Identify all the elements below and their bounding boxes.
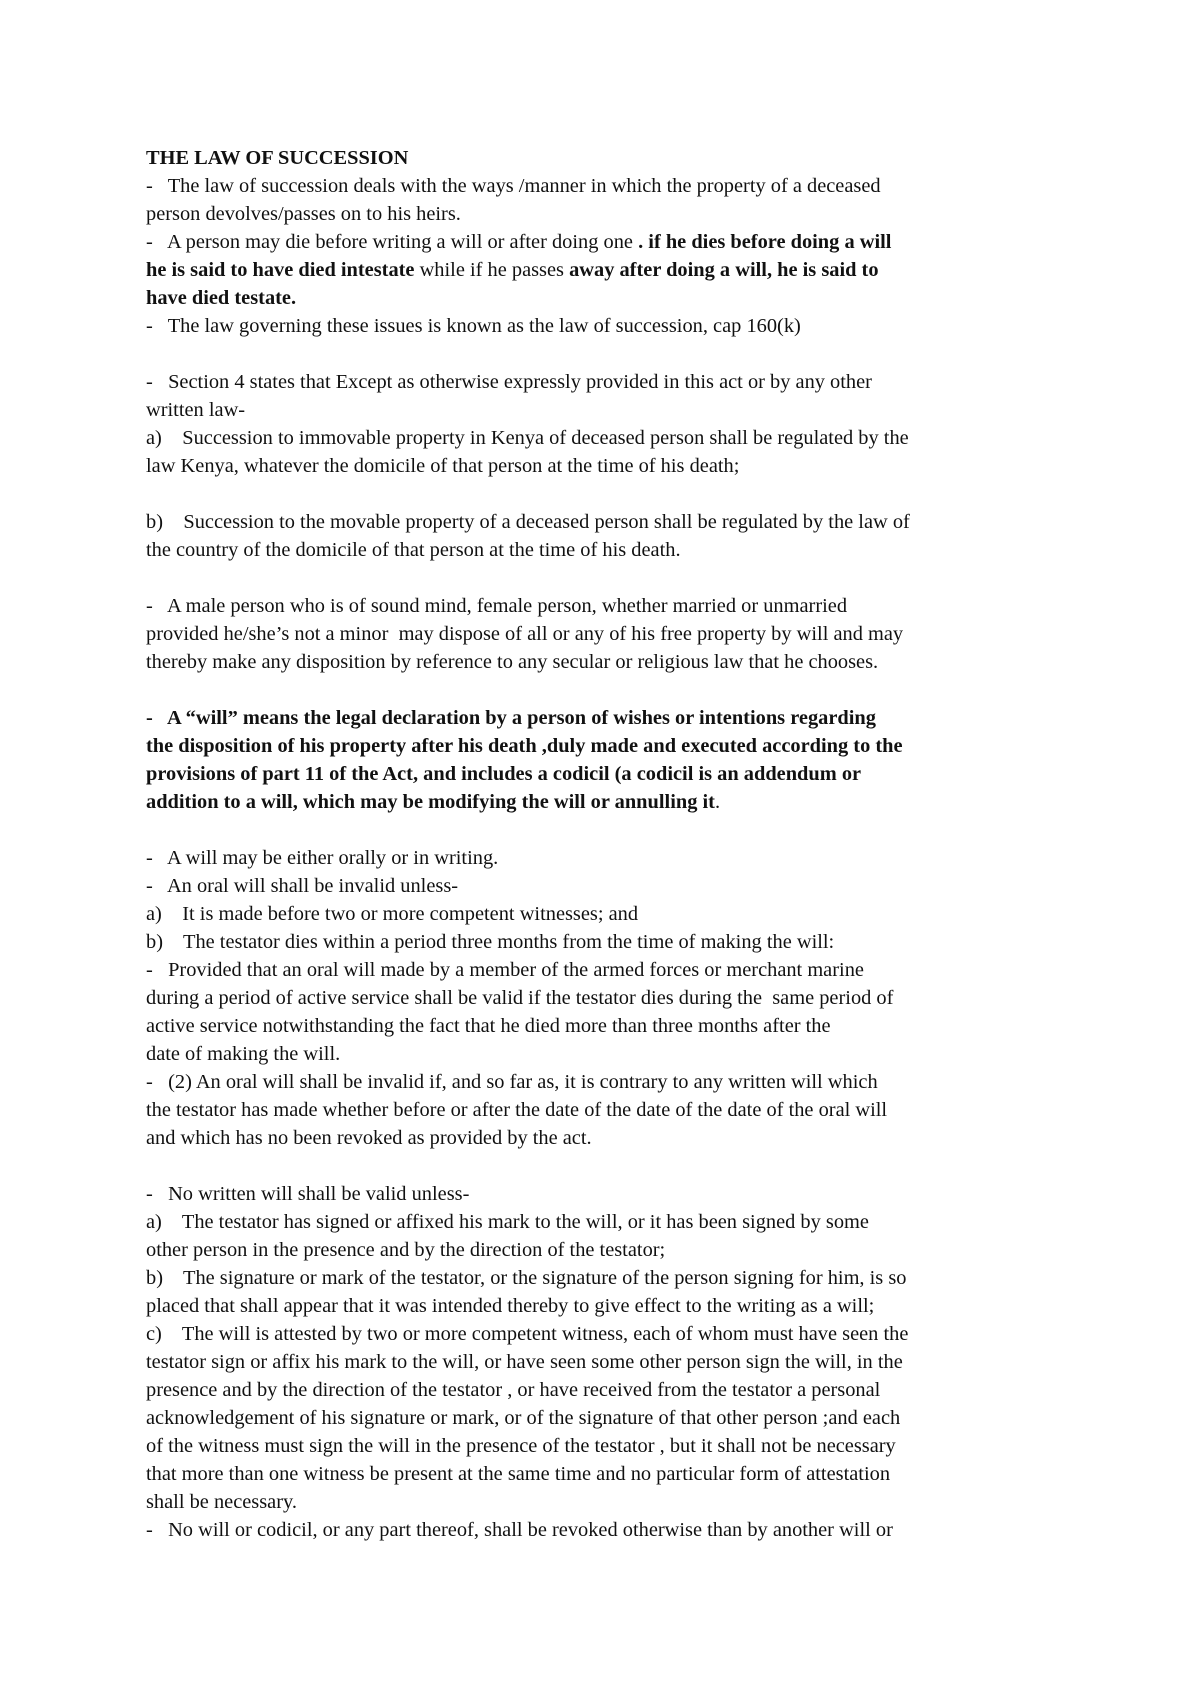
text-run: provided he/she’s not a minor may dispose of all or any of his free property by will and may: [146, 623, 904, 645]
text-run: shall be necessary.: [146, 1491, 297, 1513]
text-run: - The law governing these issues is known as the law of succession, cap 160(k): [146, 315, 801, 337]
text-line: [146, 536, 1076, 564]
text-run: c) The will is attested by two or more competent witness, each of whom must have seen the: [146, 1323, 909, 1345]
text-line: [146, 928, 1076, 956]
text-line: [146, 228, 1076, 256]
text-line: [146, 1516, 1076, 1544]
text-run: that more than one witness be present at the same time and no particular form of attestation: [146, 1463, 891, 1485]
text-line: [146, 620, 1076, 648]
text-run: presence and by the direction of the testator , or have received from the testator a personal: [146, 1379, 881, 1401]
document-title: THE LAW OF SUCCESSION: [146, 147, 409, 169]
text-line: [146, 1068, 1076, 1096]
text-run: - A will may be either orally or in writing.: [146, 847, 499, 869]
text-run: a) Succession to immovable property in Kenya of deceased person shall be regulated by the: [146, 427, 909, 449]
text-line: [146, 284, 1076, 312]
text-run: while if he passes: [414, 259, 570, 281]
document-content: [146, 172, 1076, 1544]
text-run: law Kenya, whatever the domicile of that person at the time of his death;: [146, 455, 740, 477]
text-line: [146, 1208, 1076, 1236]
text-run: a) The testator has signed or affixed his mark to the will, or it has been signed by some: [146, 1211, 869, 1233]
text-line: [146, 984, 1076, 1012]
text-run: - (2) An oral will shall be invalid if, and so far as, it is contrary to any written will which: [146, 1071, 878, 1093]
text-line: [146, 1012, 1076, 1040]
paragraph-spacer: [146, 1152, 1076, 1180]
text-line: [146, 1460, 1076, 1488]
paragraph-spacer: [146, 816, 1076, 844]
text-line: [146, 704, 1076, 732]
paragraph-spacer: [146, 480, 1076, 508]
text-run: during a period of active service shall be valid if the testator dies during the same period of: [146, 987, 894, 1009]
text-line: [146, 1264, 1076, 1292]
text-line: [146, 508, 1076, 536]
text-run: and which has no been revoked as provided by the act.: [146, 1127, 592, 1149]
paragraph-spacer: [146, 676, 1076, 704]
text-line: [146, 172, 1076, 200]
text-line: [146, 760, 1076, 788]
text-run: active service notwithstanding the fact that he died more than three months after the: [146, 1015, 831, 1037]
text-line: [146, 1040, 1076, 1068]
text-line: [146, 452, 1076, 480]
text-line: [146, 368, 1076, 396]
text-line: [146, 312, 1076, 340]
text-run: - No will or codicil, or any part thereof, shall be revoked otherwise than by another will or: [146, 1519, 893, 1541]
text-run: person devolves/passes on to his heirs.: [146, 203, 461, 225]
text-run: placed that shall appear that it was intended thereby to give effect to the writing as a will;: [146, 1295, 875, 1317]
paragraph: [146, 508, 1076, 564]
text-run: - Section 4 states that Except as otherwise expressly provided in this act or by any other: [146, 371, 872, 393]
text-line: [146, 1320, 1076, 1348]
text-line: [146, 732, 1076, 760]
bold-text: away after doing a will, he is said to: [569, 259, 879, 281]
paragraph: [146, 844, 1076, 1152]
text-line: [146, 648, 1076, 676]
text-line: [146, 256, 1076, 284]
paragraph: [146, 172, 1076, 340]
text-line: [146, 200, 1076, 228]
text-run: .: [714, 791, 721, 813]
text-line: [146, 1124, 1076, 1152]
text-run: b) The testator dies within a period three months from the time of making the will:: [146, 931, 835, 953]
text-line: [146, 1432, 1076, 1460]
text-run: - The law of succession deals with the ways /manner in which the property of a deceased: [146, 175, 881, 197]
text-line: [146, 1488, 1076, 1516]
text-run: the country of the domicile of that person at the time of his death.: [146, 539, 681, 561]
text-run: - Provided that an oral will made by a member of the armed forces or merchant marine: [146, 959, 864, 981]
text-run: of the witness must sign the will in the presence of the testator , but it shall not be necessary: [146, 1435, 896, 1457]
bold-text: he is said to have died intestate: [146, 259, 415, 281]
text-line: [146, 1180, 1076, 1208]
text-run: - A male person who is of sound mind, female person, whether married or unmarried: [146, 595, 848, 617]
paragraph-spacer: [146, 340, 1076, 368]
text-run: a) It is made before two or more competent witnesses; and: [146, 903, 639, 925]
text-run: b) The signature or mark of the testator, or the signature of the person signing for him, is so: [146, 1267, 907, 1289]
bold-text: provisions of part 11 of the Act, and includes a codicil (a codicil is an addendum or: [146, 763, 862, 785]
paragraph: [146, 592, 1076, 676]
text-line: [146, 1292, 1076, 1320]
text-line: [146, 424, 1076, 452]
bold-text: addition to a will, which may be modifying the will or annulling it: [146, 791, 715, 813]
bold-text: have died testate.: [146, 287, 297, 309]
document-body: [146, 144, 1076, 1544]
text-run: - No written will shall be valid unless-: [146, 1183, 470, 1205]
text-run: acknowledgement of his signature or mark, or of the signature of that other person ;and each: [146, 1407, 901, 1429]
text-run: - A person may die before writing a will or after doing one: [146, 231, 639, 253]
bold-text: . if he dies before doing a will: [638, 231, 892, 253]
text-run: thereby make any disposition by reference to any secular or religious law that he chooses.: [146, 651, 879, 673]
paragraph: [146, 1180, 1076, 1544]
text-line: [146, 844, 1076, 872]
paragraph: [146, 368, 1076, 480]
text-line: [146, 872, 1076, 900]
text-run: the testator has made whether before or after the date of the date of the date of the oral will: [146, 1099, 888, 1121]
text-run: other person in the presence and by the direction of the testator;: [146, 1239, 666, 1261]
bold-text: - A “will” means the legal declaration by a person of wishes or intentions regarding: [146, 707, 876, 729]
text-line: [146, 900, 1076, 928]
paragraph-spacer: [146, 564, 1076, 592]
text-run: - An oral will shall be invalid unless-: [146, 875, 459, 897]
text-line: [146, 1236, 1076, 1264]
text-line: [146, 1096, 1076, 1124]
text-line: [146, 396, 1076, 424]
text-line: [146, 956, 1076, 984]
text-line: [146, 592, 1076, 620]
text-run: date of making the will.: [146, 1043, 341, 1065]
text-line: [146, 1376, 1076, 1404]
paragraph: [146, 704, 1076, 816]
text-run: b) Succession to the movable property of a deceased person shall be regulated by the law of: [146, 511, 910, 533]
text-line: [146, 1404, 1076, 1432]
text-run: testator sign or affix his mark to the will, or have seen some other person sign the will, in the: [146, 1351, 903, 1373]
text-run: written law-: [146, 399, 246, 421]
text-line: [146, 788, 1076, 816]
bold-text: the disposition of his property after his death ,duly made and executed according to the: [146, 735, 903, 757]
text-line: [146, 1348, 1076, 1376]
